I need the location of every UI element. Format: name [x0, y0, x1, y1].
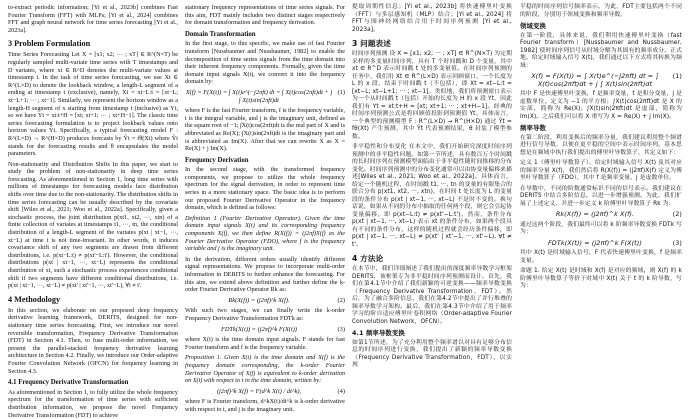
zh-intro-paragraph-tail: 提取周期性信息；[Yi et al., 2023b] 将快速傅里叶变换（FFT）与多层感知机（MLP）结合；[Yi et al., 2024] 将FFT与图神经网络结合用于时间序列预测 [Yi et al., 2023a]。	[352, 4, 512, 33]
equation-2-number: (2)	[337, 296, 345, 304]
paragraph-equation-3-explanation: where X(t) is the time domain input signals. F stands for fast Fourier transform and f is the frequency variable.	[185, 336, 345, 351]
zh-paragraph-domain-transformation: 在第一阶段，具体来说，我们利用快速傅里叶变换（fast Fourier transform）[Nussbaumer and Nussbaumer, 1982] 使时间序列信号从时域分解为其固有的频率成分。正式地，给定时域输入信号 X(t)，我们通过以下方式将其转换为频域：	[520, 32, 682, 69]
section-heading-methodology: 4 Methodology	[8, 294, 61, 304]
heading-frequency-derivation: Frequency Derivation	[185, 156, 249, 164]
equation-1	[185, 89, 345, 104]
equation-3-number: (3)	[337, 325, 345, 333]
paragraph-non-stationarity: Non-stationarity and Distribution Shifts In this paper, we start to study the problem of non-stationarity in deep time series forecasting. As aforementioned in Section 1, long time series with millions of timestamps for forecasting models face distribution shifts over time due to the non-stationarity. The distribution shifts in time series forecasting can be usually described by the covariate shift [Wiles et al., 2021; Woo et al., 2022a]. Specifically, given a stochastic process, the joint distribution p(xt1, xt2, ···, xtn) of a finite collection of variates at timestamps t1, ···, tn, the conditional distribution of a length-L segment of the variates p(xt | xt−1, ···, xt−L) at time t is not time-invariant. In other words, it induces covariance shift of any two segments are drawn from different distributions, i.e. p(xt−L:t) ≠ p(xt'−L:t'). However, the conditional distributions p(xt | xt−1, ···, xt−L) represents the conditional distribution of xt, such a stochastic process experiences conditional shift if two segments have different conditional distributions, i.e. p(xt | xt−1, ···, xt−L) ≠ p(xt' | xt'−1, ···, xt'−L), ∀t ≠ t'.	[8, 160, 178, 290]
zh-equation-2	[520, 211, 682, 219]
english-column-left	[8, 4, 178, 419]
zh-paragraph-non-stationarity: 非平稳性和分布变化 在本文中，我们开始研究深度时间序列预测中的非平稳性问题。如第一节所述，具有数百万个时间戳的长时间序列在预测模型面临由于非平稳性随时间推移的分布变化。时间序列预测中的分布变化通常可以由协变量偏移来描述[Wiles et al., 2021; Woo et al., 2022a]。具体而言，给定一个随机过程，在时间戳 t1, ···, tn 的变量的有限集合的联合分布 p(xt1, xt2, ···, xtn)，在时间 t 处长度为 L 的变量段的条件分布 p(xt | xt−1, ···, xt−L) 不是时不变的。换句话说，如果从不同的分布中抽取的任何两个段，则它会引起协变量偏移，即 p(xt−L:t) ≠ p(xt'−L:t')。然而，条件分布 p(xt | xt−1, ···, xt−L) 表示 xt 的条件分布，如果两个段具有不同的条件分布，这样的随机过程就会经历条件偏移，即 p(xt | xt−1, ···, xt−L) ≠ p(xt' | xt'−1, ···, xt'−L), ∀t ≠ t'。	[352, 144, 512, 248]
zh-proposition-1: 命题 1. 给定 X(t) 是时域和 X(f) 是对应的频域，则 X(f) 的 k 阶傅里叶导数算子等价于时域中 X(t) 关于 t 的 k 阶导数，写为：	[520, 268, 682, 289]
zh-paragraph-frequency-derivation: 在第二阶段，利用变换后的频率分量，我们建议利用整个频谱进行信号导数，以便在更平稳的空间中表示时间序列。基本思想是在频域中执行我们提出的傅里叶导数算子，其定义如下：	[520, 134, 682, 156]
equation-2	[185, 297, 345, 305]
zh-paragraph-fdtk: 通过这两个阶段，我们最终可以将 k 阶频率导数变换 FDTk 写为：	[520, 221, 682, 235]
zh-definition-1: 定义 1（傅里叶导数算子）。给定时域输入信号 X(t) 及其对应的频率分量 X(f)，我们然后将 R(X(f)) = (j2πf)X(f) 定义为傅里叶导数算子（FDO），其中 f 是频率变量，j 是虚数单位。	[520, 160, 682, 181]
definition-1: Definition 1 (Fourier Derivative Operator). Given the time domain input signals X(t) and its corresponding frequency components X(f), we then define R(X(f)) = (j2πf)X(f) as the Fourier Derivative Operator (FDO), where f is the frequency variable and j is the imaginary unit.	[185, 214, 345, 253]
zh-equation-3	[520, 240, 682, 248]
zh-paragraph-equation-3-explanation: 其中 X(t) 是时域输入信号，F 代表快速傅里叶变换，f 是频率变量。	[520, 250, 682, 264]
equation-2-body: Rk(X(f)) = (j2πf)^k X(f).	[228, 296, 290, 304]
zh-paragraph-fdt-intro: 如第1节所述，为了充分利用整个频率谱以对具有足够分布信息的时间序列进行变换，我们提出了新颖的频率导数变换（Frequency Derivative Transformation，FDT），以实现	[352, 339, 512, 368]
zh-equation-1	[520, 73, 682, 88]
equation-4	[185, 388, 345, 396]
proposition-1: Proposition 1. Given X(t) is the time domain and X(f) is the frequency domain corresponding, the k-order Fourier Derivative Operator of X(f) is equivalent to k-order derivation on X(t) with respect to t in the time domain, written by:	[185, 354, 345, 385]
paragraph-fdt-intro: As aforementioned in Section 1, to fully utilize the whole frequency spectrum for the transformation of time series with sufficient distribution information, we propose the novel Frequency Derivative Transformation (FDT) to achieve	[8, 388, 178, 419]
zh-section-heading-problem: 3 问题表述	[352, 39, 391, 48]
paragraph-stationary-representations: stationary frequency representations of time series signals. For this aim, FDT mainly includes two distinct stages respectively for domain transformation and frequency derivation.	[185, 4, 345, 27]
chinese-column-right	[520, 4, 682, 406]
zh-paragraph-stationary: 平稳的时间序列信号频率表示。为此，FDT主要包括两个不同的阶段，分别用于领域变换和频率导数。	[520, 4, 682, 18]
intro-paragraph-tail: to-extract periodic information; [Yi et al., 2023b] combines Fast Fourier Transform (FFT) with MLPs; [Yi et al., 2024] combines FFT and graph neural network for time series forecasting [Yi et al., 2023a].	[8, 4, 178, 34]
equation-3	[185, 326, 345, 334]
equation-4-body: (j2πf)^k X(f) = F(d^k X(t) / dt^k),	[216, 387, 302, 395]
equation-3-body: FDTk(X(t)) = (j2πf)^k F(X(t))	[220, 325, 298, 333]
paragraph-frequency-derivation: In the second stage, with the transformed frequency components, we propose to utilize the whole frequency spectrum for the signal derivation, in order to represent time series in a more stationary space. The basic idea is to perform our proposed Fourier Derivative Operator in the frequency domain, which is defined as follows:	[185, 166, 345, 212]
zh-equation-3-body: FDTk(X(t)) = (j2πf)^k F(X(t))	[548, 238, 642, 247]
subsection-heading-fdt: 4.1 Frequency Derivative Transformation	[8, 379, 129, 387]
zh-equation-2-body: Rk(X(f)) = (j2πf)^k X(f).	[555, 210, 635, 218]
zh-paragraph-time-series-forecasting: 时间序列预测 设 X = [x1; x2; ··· ; xT] ∈ R^(N×T) 为定期采样的多变量时间序列，具有 T 个时间戳和 D 个变量，其中 xt ∈ R^D 表示时间戳 t 处的多变量值。在时间序列预测的任务中，我们用 Xt ∈ R^(L×D) 表示回顾窗口，一个长度为 L 的 x 段，结束于时间戳 t（不包括），即 Xt = xt−L:t = [xt−L; xt−L+1; ··· ; xt−1]。类似地，我们将预测窗口表示为一个从时间戳 t（包括）开始的长度为 H 的 x 段 Yt，因此我们有 Yt = xt:t+H = [xt; xt+1; ··· ; xt+H−1]。经典的时间序列预测公式是将回顾值投影到预测值 Yt。具体而言，一个典型的预测模型 F : R^(L×D) → R^(H×D) 通过 Ŷt = fθ(Xt) 产生预测，其中 Ŷt 代表预测结果，θ 封装了模型参数。	[352, 51, 512, 140]
equation-1-number: (1)	[337, 88, 345, 96]
heading-domain-transformation: Domain Transformation	[185, 30, 256, 38]
zh-subsection-heading-fdt: 4.1 频率导数变换	[352, 329, 405, 337]
zh-equation-3-number: (3)	[672, 238, 682, 247]
chinese-column-left	[352, 4, 512, 406]
section-heading-problem-formulation: 3 Problem Formulation	[8, 39, 91, 49]
zh-paragraph-equation-1-explanation: 其中 F 是快速傅里叶变换，f 是频率变量，t 是积分变量，j 是虚数单位，定义为 −1 的平方根；∫X(t)cos(2πft)dt 是 X 的实部，简称为 Re(X)；∫X(t)sin(2πft)dt 是虚部，简称为 Im(X)。之后我们可以将 X 重写为 X = Re(X) + j Im(X)。	[520, 91, 682, 120]
equation-1-body: X(f) = F(X(t)) = ∫ X(t)e^(−j2πft) dt = ∫ X(t)cos(2πft)dt + j ∫ X(t)sin(2πft)dt	[185, 88, 333, 104]
paragraph-domain-transformation: In the first stage, to this specific, we make use of fast Fourier transform [Nussbaumer and Nussbaumer, 1982] to enable the decomposition of time series signals from the time domain into their inherent frequency components. Formally, given the time domain input signals X(t), we convert it into the frequency domain by:	[185, 40, 345, 86]
zh-paragraph-multi-order: 在导数中，不同的阶数通常标识不同的信号表示。我们建议在 DERITS 中结合多阶信息，以进一步增强预测。为此，我们扩展了上述定义，并进一步定义 k 阶傅里叶导数算子 Rk 为：	[520, 185, 682, 207]
paragraph-equation-4-explanation: where F is Fourier transform, d^kX(t)/dt^k is k-order derivative with respect to t, and j is the imaginary unit.	[185, 398, 345, 413]
paragraph-equation-1-explanation: where F is the fast Fourier transform, f is the frequency variable, t is the integral variable, and j is the imaginary unit, defined as the square root of −1; ∫X(t)cos(2πft)dt is the real part of X and is abbreviated as Re(X); ∫X(t)sin(2πft)dt is the imaginary part and is abbreviated as Im(X). After that we can rewrite X as X = Re(X) + j Im(X).	[185, 107, 345, 153]
paragraph-time-series-forecasting: Time Series Forecasting Let X = [x1; x2; ··· ; xT] ∈ R^(N×T) be regularly sampled multi-variate time series with T timestamps and D variates, where xt ∈ R^D denotes the multi-variate values at timestamp t. In the task of time series forecasting, we use Xt ∈ R^(L×D) to denote the lookback window, a length-L segment of a ending at timestamp t (exclusive), namely, Xt = xt−L:t = [xt−L; xt−L+1; ··· ; xt−1]. Similarly, we represent the horizon window as a length-H segment of x starting from timestamp t (inclusive) as Yt, so we have Yt = xt:t+H = [xt; xt+1; ··· ; xt+H−1]. The classic time series forecasting formulation is to project lookback values onto horizon values Yt. Specifically, a typical forecasting model F : R^(L×D) → R^(H×D) produces forecasts by Ŷt = fθ(Xt) where Ŷt stands for the forecasting results and θ encapsulates the model parameters.	[8, 51, 178, 158]
zh-equation-2-number: (2)	[672, 210, 682, 218]
paragraph-multi-order: In the derivation, different orders usually identify different signal representations. We propose to incorporate multi-order information in DERITS to further enhance the forecasting. For this aim, we extend above definition and further define the k-order Fourier Derivative Operator Rk as:	[185, 255, 345, 294]
zh-section-heading-methodology: 4 方法论	[352, 254, 384, 263]
paragraph-fdtk: With such two stages, we can finally write the k-order Frequency Derivative Transformation FDTk as:	[185, 307, 345, 322]
zh-equation-1-number: (1)	[672, 72, 682, 80]
zh-heading-frequency-derivation: 频率导数	[520, 124, 546, 132]
english-column-right	[185, 4, 345, 413]
zh-heading-domain-transformation: 领域变换	[520, 22, 546, 30]
zh-equation-1-body: X(f) = F(X(t)) = ∫ X(t)e^(−j2πft) dt = ∫ X(t)cos(2πft)dt + j ∫ X(t)sin(2πft)dt	[531, 72, 659, 88]
paragraph-methodology: In this section, we elaborate on our proposed deep frequency derivative learning framework, DERITS, designed for non-stationary time series forecasting. First, we introduce our novel reversible transformation, Frequency Derivative Transformation (FDT) in Section 4.1. Then, to fuse multi-order information, we present the parallel-stacked frequency derivative learning architecture in Section 4.2. Finally, we introduce our Order-adaptive Fourier Convolution Network (OFCN) for frequency learning in Section 4.3.	[8, 306, 178, 375]
equation-4-number: (4)	[337, 387, 345, 395]
zh-paragraph-methodology: 在本节中，我们详细阐述了我们提出的深度频率导数学习框架DERITS，该框架专为非平稳时间序列预测而设计。首先，我们在第4.1节中介绍了我们新颖的可逆变换——频率导数变换（Frequency Derivative Transformation，FDT）。然后，为了融合多阶信息，我们在第4.2节中提出了并行堆叠的频率导数学习架构。最后，我们在第4.3节中介绍了用于频率学习的阶自适应傅里叶卷积网络（Order-adaptive Fourier Convolution Network，OFCN）。	[352, 266, 512, 325]
